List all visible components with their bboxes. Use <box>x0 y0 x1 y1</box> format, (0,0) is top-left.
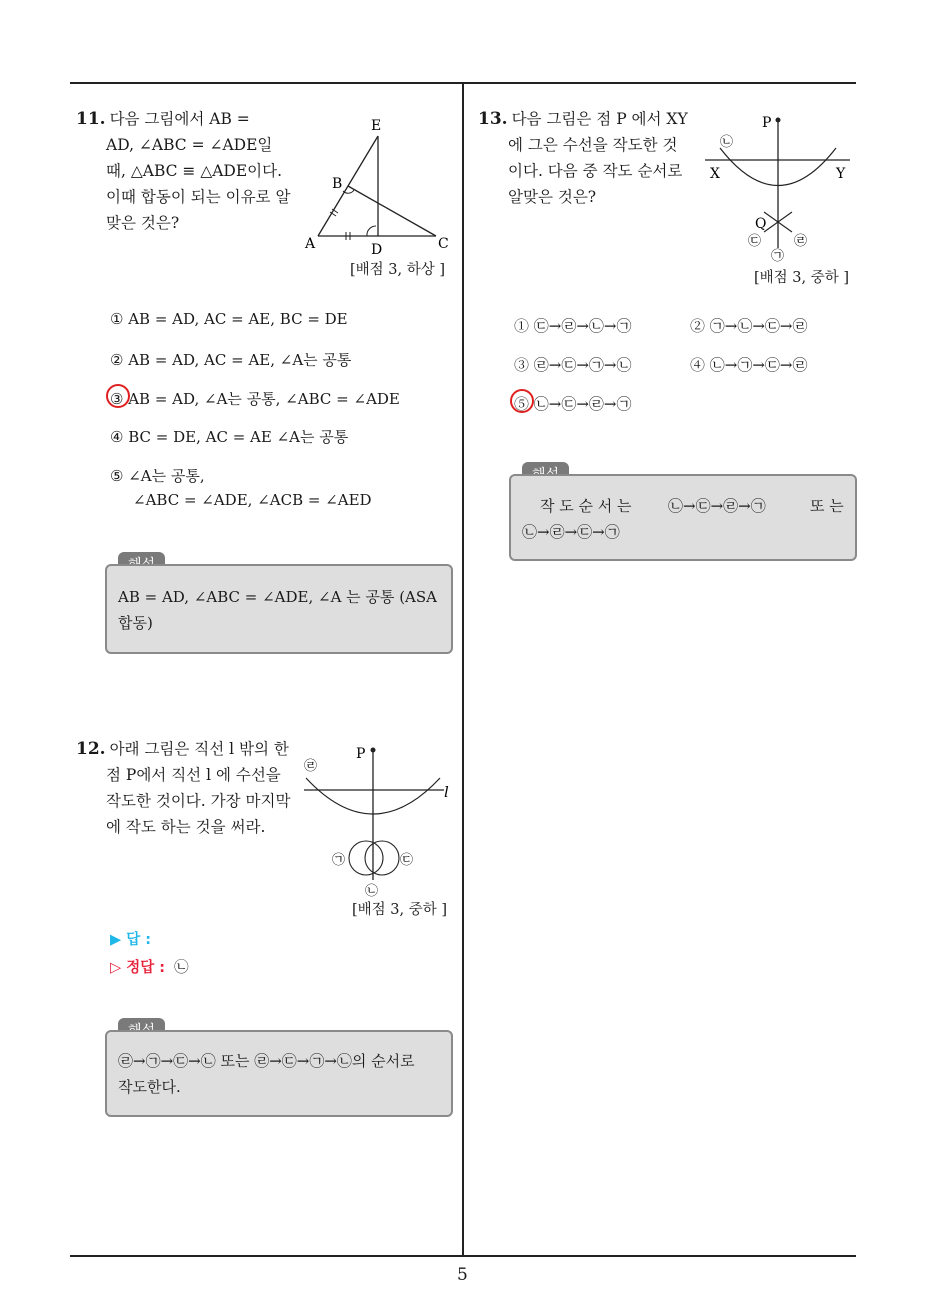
label-P: P <box>762 115 772 131</box>
label-Q: Q <box>755 216 767 232</box>
q11-choice-5-line2: ∠ABC = ∠ADE, ∠ACB = ∠AED <box>133 491 372 509</box>
question-11-text: 11. 다음 그림에서 AB = AD, ∠ABC = ∠ADE일 때, △ABC ≡ △ADE이다. 이때 합동이 되는 이유로 알 맞은 것은? <box>76 109 291 232</box>
q13-choice-3[interactable]: ③ ㉣→㉢→㉠→㉡ <box>514 356 632 374</box>
q11-choice-4[interactable]: ④ BC = DE, AC = AE ∠A는 공통 <box>110 428 349 446</box>
question-13-perpendicular-figure <box>700 108 860 268</box>
answer-label: ▶ 답 : <box>110 932 152 948</box>
q13-choice-5[interactable]: ⑤ ㉡→㉢→㉣→㉠ <box>514 395 632 413</box>
label-A: A <box>305 236 316 252</box>
question-12-text: 12. 아래 그림은 직선 l 밖의 한 점 P에서 직선 l 에 수선을 작도한 것이다. 가장 마지막 에 작도 하는 것을 써라. <box>76 739 291 836</box>
question-12-score: [배점 3, 중하 ] <box>352 902 448 918</box>
q13-choice-1[interactable]: ① ㉢→㉣→㉡→㉠ <box>514 317 632 335</box>
question-12-perpendicular-figure <box>296 740 466 900</box>
q11-choice-2[interactable]: ② AB = AD, AC = AE, ∠A는 공통 <box>110 351 352 369</box>
page-number: 5 <box>457 1265 468 1285</box>
label-B: B <box>332 176 343 192</box>
bottom-rule <box>70 1255 856 1257</box>
label-E: E <box>371 118 382 134</box>
question-11-score: [배점 3, 하상 ] <box>350 262 446 278</box>
label-P: P <box>356 746 366 762</box>
label-X: X <box>710 166 720 182</box>
question-13-text: 13. 다음 그림은 점 P 에서 XY 에 그은 수선을 작도한 것 이다. 다음 중 작도 순서로 알맞은 것은? <box>478 109 688 206</box>
label-digeut: ㉢ <box>400 853 414 868</box>
label-rieul: ㉣ <box>794 234 808 249</box>
q12-explanation-text: ㉣→㉠→㉢→㉡ 또는 ㉣→㉢→㉠→㉡의 순서로 작도한다. <box>118 1052 415 1096</box>
q13-choice-2[interactable]: ② ㉠→㉡→㉢→㉣ <box>690 317 808 335</box>
label-digeut: ㉢ <box>748 234 762 249</box>
q11-choice-1[interactable]: ① AB = AD, AC = AE, BC = DE <box>110 310 348 328</box>
label-giyeok: ㉠ <box>332 853 346 868</box>
label-D: D <box>371 242 383 258</box>
q11-choice-5[interactable]: ⑤ ∠A는 공통, <box>110 467 205 485</box>
question-11-number: 11. <box>76 109 106 129</box>
label-giyeok: ㉠ <box>771 249 785 264</box>
question-12-number: 12. <box>76 739 106 759</box>
question-13-number: 13. <box>478 109 508 129</box>
label-l: l <box>444 783 449 801</box>
q11-choice-3[interactable]: ③ AB = AD, ∠A는 공통, ∠ABC = ∠ADE <box>110 390 400 408</box>
label-Y: Y <box>836 166 846 182</box>
question-13-score: [배점 3, 중하 ] <box>754 270 850 286</box>
q11-explanation-text: AB = AD, ∠ABC = ∠ADE, ∠A 는 공통 (ASA 합동) <box>118 588 437 632</box>
label-C: C <box>438 236 449 252</box>
label-rieul: ㉣ <box>304 759 318 774</box>
correct-answer: ▷ 정답 : ㉡ <box>110 960 189 976</box>
label-nieun: ㉡ <box>720 135 734 150</box>
q13-choice-4[interactable]: ④ ㉡→㉠→㉢→㉣ <box>690 356 808 374</box>
question-11-triangle-figure <box>296 110 466 260</box>
label-nieun: ㉡ <box>365 884 379 899</box>
q13-explanation-text: 작 도 순 서 는 ㉡→㉢→㉣→㉠ 또 는 ㉡→㉣→㉢→㉠ <box>522 497 844 541</box>
